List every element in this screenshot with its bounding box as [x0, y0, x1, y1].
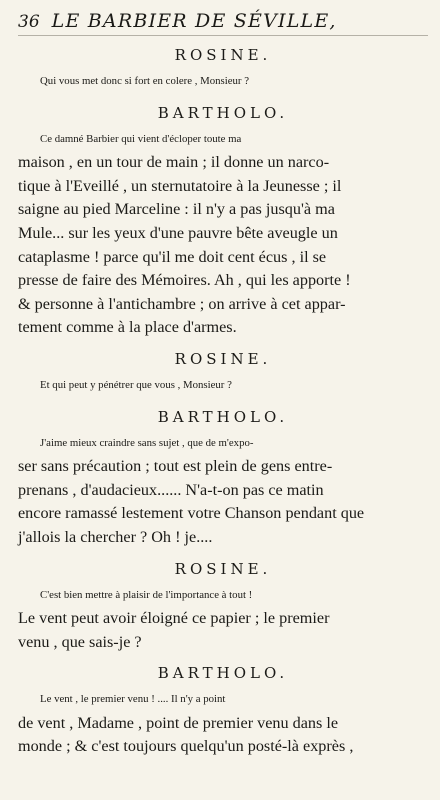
speech-line: prenans , d'audacieux...... N'a-t-on pas ce matin — [18, 480, 324, 499]
speech-line: cataplasme ! parce qu'il me doit cent écus , il se — [18, 247, 327, 266]
speech-line: Ce damné Barbier qui vient d'écloper toute ma — [40, 132, 242, 145]
speaker-name: BARTHOLO. — [157, 103, 289, 122]
speaker-name: BARTHOLO. — [157, 664, 289, 683]
speech-line: de vent , Madame , point de premier venu dans le — [18, 713, 339, 732]
speech-line: tement comme à la place d'armes. — [18, 318, 237, 337]
speech-line: J'aime mieux craindre sans sujet , que de m'expo- — [40, 436, 254, 449]
speaker-name: BARTHOLO. — [157, 407, 289, 426]
speech-line: tique à l'Eveillé , un sternutatoire à la Jeunesse ; il — [18, 176, 342, 195]
speech-line: monde ; & c'est toujours quelqu'un posté-là exprès , — [18, 737, 354, 756]
speech-line: Le vent , le premier venu ! .... Il n'y a point — [40, 693, 226, 706]
running-title: LE BARBIER DE SÉVILLE, — [51, 10, 337, 32]
speech — [18, 70, 428, 94]
speech-line: saigne au pied Marceline : il n'y a pas jusqu'à ma — [18, 200, 335, 219]
speech-line: Qui vous met donc si fort en colere , Monsieur ? — [40, 75, 249, 87]
play-text — [18, 46, 428, 759]
speech-line: ser sans précaution ; tout est plein de gens entre- — [18, 457, 333, 476]
speaker-name: ROSINE. — [174, 559, 272, 578]
speaker-name: ROSINE. — [174, 349, 272, 368]
speech-line: encore ramassé lestement votre Chanson pendant que — [18, 504, 365, 523]
speech-line: Le vent peut avoir éloigné ce papier ; le premier — [18, 609, 330, 628]
speech-line: C'est bien mettre à plaisir de l'importance à tout ! — [40, 588, 253, 601]
speaker-name: ROSINE. — [174, 46, 272, 64]
page-number: 36 — [18, 12, 40, 32]
speech-line: Mule... sur les yeux d'une pauvre bête aveugle un — [18, 223, 338, 242]
speech-line: & personne à l'antichambre ; on arrive à cet appar- — [18, 294, 346, 313]
speech — [18, 128, 428, 340]
speech-line: presse de faire des Mémoires. Ah , qui les apporte ! — [18, 271, 351, 290]
speech — [18, 432, 428, 550]
speech-line: maison , en un tour de main ; il donne un narco- — [18, 153, 330, 172]
header-rule — [18, 35, 428, 36]
speech-line: j'allois la chercher ? Oh ! je.... — [18, 527, 213, 546]
speech — [18, 584, 428, 655]
running-head — [18, 10, 428, 32]
speech — [18, 374, 428, 398]
speech-line: venu , que sais-je ? — [18, 632, 142, 651]
speech-line: Et qui peut y pénétrer que vous , Monsieur ? — [40, 378, 232, 391]
speech — [18, 688, 428, 759]
